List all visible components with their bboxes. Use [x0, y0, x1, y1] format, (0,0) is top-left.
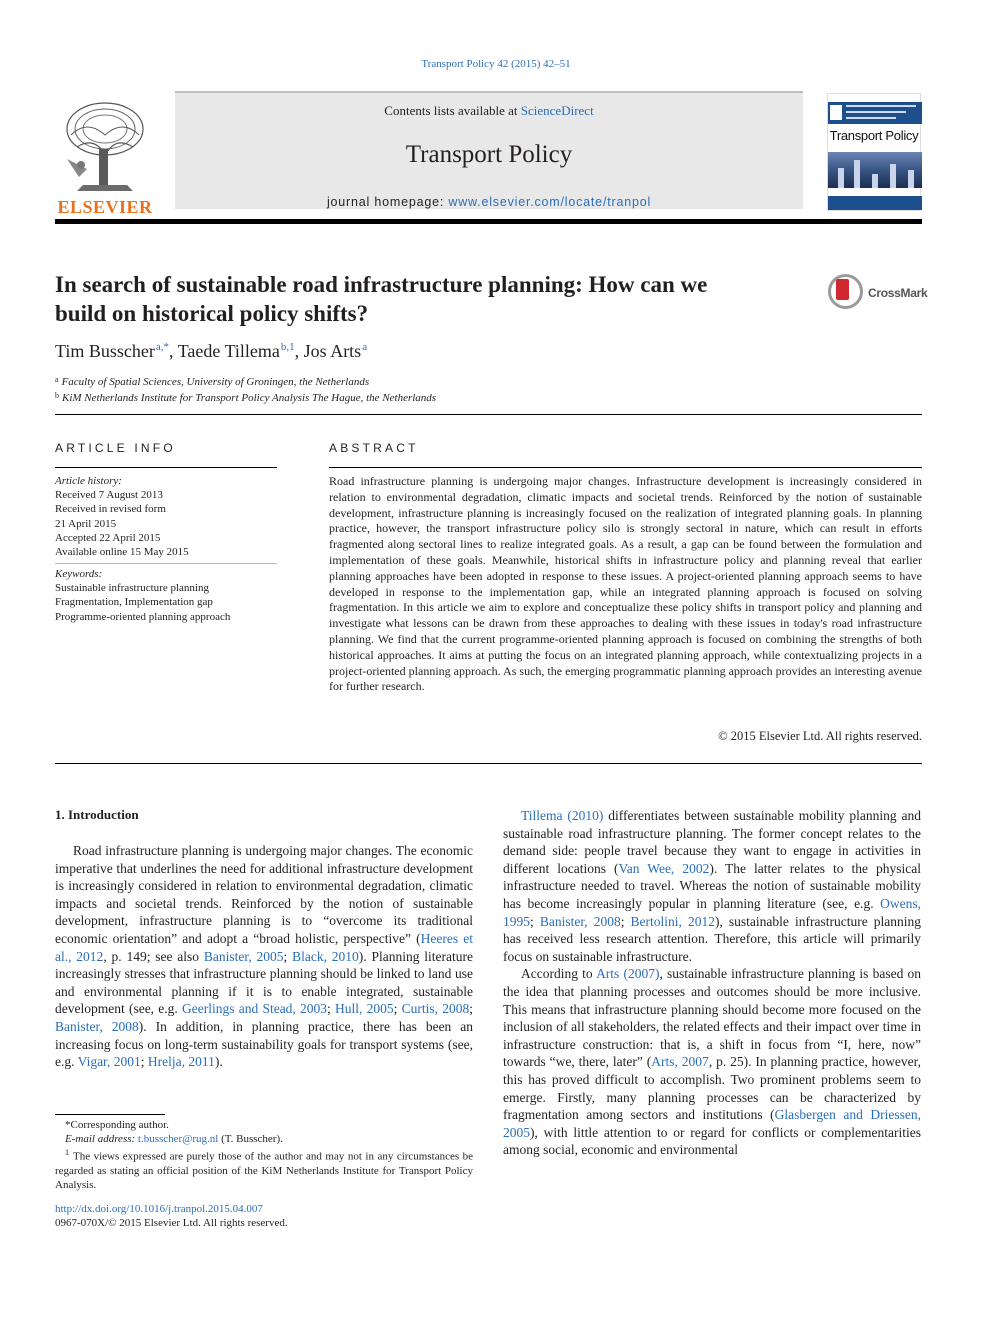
citation-link[interactable]: Hrelja, 2011 — [147, 1054, 215, 1070]
header-rule — [55, 219, 922, 224]
text-run: ). Planning literature increasingly stresses that infrastructure planning should be linked to land use and environmental planning if it is to enable integrated, sustainable development (see, e.g. — [55, 948, 473, 1017]
journal-banner — [175, 91, 803, 209]
article-title — [55, 270, 775, 328]
paragraph — [55, 842, 473, 1071]
footnote-rule — [55, 1114, 165, 1115]
email-link[interactable]: t.busscher@rug.nl — [137, 1133, 219, 1145]
divider — [55, 563, 277, 564]
author-affil-mark[interactable]: a — [362, 341, 368, 353]
keyword: Fragmentation, Implementation gap — [55, 596, 213, 609]
issn-line: 0967-070X/© 2015 Elsevier Ltd. All rights reserved. — [55, 1217, 288, 1229]
copyright-notice: © 2015 Elsevier Ltd. All rights reserved. — [718, 729, 922, 743]
cover-title: Transport Policy — [829, 128, 919, 143]
citation-link[interactable]: Geerlings and Stead, 2003 — [182, 1001, 328, 1017]
affiliations — [55, 373, 436, 405]
divider — [55, 467, 277, 468]
divider — [55, 763, 922, 764]
keywords — [55, 567, 277, 624]
article-info-heading: ARTICLE INFO — [55, 441, 176, 455]
affiliation: $^a$ Faculty of Spatial Sciences, University of Groningen, the Netherlands — [55, 375, 370, 388]
citation-link[interactable]: Van Wee, 2002 — [618, 860, 710, 876]
body-column-left — [55, 842, 473, 1071]
crossmark-badge[interactable] — [828, 274, 928, 310]
history-item: Received in revised form — [55, 503, 166, 516]
paragraph — [503, 807, 921, 965]
author-affil-mark[interactable]: b,1 — [280, 341, 295, 353]
journal-header — [55, 91, 922, 217]
cover-photo — [828, 152, 922, 188]
history-item: Available online 15 May 2015 — [55, 546, 189, 559]
footnote-1: $^1$ The views expressed are purely those of the author and may not in any circumstances be regarded as stating an official position of the KiM Netherlands Institute for Transport Policy Analysis. — [55, 1148, 473, 1191]
text-run: ; — [283, 948, 293, 964]
contents-prefix: Contents lists available at — [384, 103, 521, 118]
text-run: According to — [521, 966, 597, 982]
text-run: ; — [140, 1054, 148, 1070]
citation-link[interactable]: Banister, 2005 — [203, 948, 284, 964]
citation-link[interactable]: Hull, 2005 — [335, 1001, 394, 1017]
title-line-2: build on historical policy shifts? — [55, 301, 369, 326]
citation-link[interactable]: Heeres et al., 2012 — [55, 930, 473, 964]
text-run: ). — [214, 1054, 223, 1070]
keyword: Programme-oriented planning approach — [55, 610, 231, 623]
text-run: ), with little attention to or regard for conflicts or complementarities among social, economic and environmental — [503, 1124, 921, 1158]
text-run: , p. 149; see also — [103, 948, 204, 964]
contents-line — [175, 103, 803, 119]
divider — [55, 414, 922, 415]
text-run: ; — [620, 913, 631, 929]
citation-link[interactable]: Black, 2010 — [292, 948, 359, 964]
history-item: 21 April 2015 — [55, 517, 117, 530]
text-run: ; — [469, 1001, 473, 1017]
citation-link[interactable]: Banister, 2008 — [55, 1018, 139, 1034]
footnote-email: E-mail address: t.busscher@rug.nl (T. Busscher). — [65, 1133, 283, 1145]
text-run: ). The latter relates to the physical infrastructure needed to travel. Whereas the notion of sustainable mobility has become increasingly popular in planning literature (see, e.g. — [503, 860, 921, 911]
publisher-name: ELSEVIER — [57, 197, 153, 217]
history-item: Accepted 22 April 2015 — [55, 531, 161, 544]
journal-homepage — [175, 195, 803, 209]
author-name[interactable]: Jos Arts — [303, 341, 362, 361]
section-heading: 1. Introduction — [55, 807, 139, 822]
keywords-heading: Keywords: — [55, 568, 103, 580]
journal-cover-thumbnail[interactable] — [827, 93, 921, 211]
citation-link[interactable]: Vigar, 2001 — [77, 1054, 141, 1070]
crossmark-label: CrossMark — [868, 286, 928, 300]
citation-link[interactable]: Glasbergen and Driessen, 2005 — [503, 1107, 922, 1140]
doi-link[interactable]: http://dx.doi.org/10.1016/j.tranpol.2015.04.007 — [55, 1203, 263, 1215]
paragraph — [503, 965, 921, 1159]
author-affil-mark[interactable]: a,* — [155, 341, 169, 353]
text-run: ), sustainable infrastructure planning has received less research attention. Therefore, this article will primarily focus on sustainable infrastructure. — [503, 913, 921, 964]
keyword: Sustainable infrastructure planning — [55, 582, 209, 595]
article-history — [55, 474, 277, 559]
citation-link[interactable]: Banister, 2008 — [539, 913, 621, 929]
citation-link[interactable]: Arts, 2007 — [651, 1054, 709, 1070]
divider — [329, 467, 922, 468]
footnote-corresponding: *Corresponding author. — [65, 1119, 169, 1131]
body-column-right — [503, 807, 921, 1159]
history-item: Received 7 August 2013 — [55, 489, 163, 502]
elsevier-logo[interactable] — [55, 99, 155, 215]
sciencedirect-link[interactable]: ScienceDirect — [520, 103, 594, 118]
abstract-text: Road infrastructure planning is undergoing major changes. Infrastructure development is increasingly considered in relation to environmental degradation, climatic impacts and societal trends. Reinforced by the notion of sustainable development, infrastructure planning is increasingly focused on the realization of integrated planning goals. In planning practice, however, the transport infrastructure policy silo is strongly sectoral in nature, which can result in efforts fragmented along sectoral lines to realize integrated goals. As a result, a gap can be found between the formulation and implementation of these goals. Meanwhile, historical shifts in infrastructure policy and planning reveal that earlier planning approaches have been adopted in response to these issues. A project-oriented planning approach seems to have developed in response to the implementation gap, while an integrated planning approach is focused on solving fragmentation. In this article we aim to explore and conceptualize these policy shifts in transport policy and planning and investigate what lessons can be drawn from these approaches to dealing with these issues in today's road infrastructure planning. We find that the current programme-oriented planning approach is focused on combining the strengths of both historical approaches. It aims at putting the focus on an integrated planning approach, while contextualizing projects in a project-oriented planning approach. As such, the emerging programmatic planning approach provides an interesting avenue for further research. — [329, 474, 922, 694]
homepage-prefix: journal homepage: — [326, 195, 449, 209]
journal-name: Transport Policy — [405, 141, 573, 168]
journal-citation[interactable]: Transport Policy 42 (2015) 42–51 — [421, 58, 571, 70]
doi-block — [55, 1202, 288, 1230]
text-run: ). In addition, in planning practice, there has been an increasing focus on long-term sustainability goals for transport systems (see, e.g. — [55, 1018, 473, 1070]
abstract-heading: ABSTRACT — [329, 441, 419, 455]
text-run: Road infrastructure planning is undergoing major changes. The economic imperative that underlines the need for additional infrastructure development is increasingly considered in relation to environmental degradation, climatic impacts and societal trends. Reinforced by the notion of sustainable development, infrastructure planning is to “overcome its traditional economic orientation” and adopt a “broad holistic, perspective” ( — [55, 843, 473, 946]
text-run: , sustainable infrastructure planning is based on the idea that planning processes and outcomes should be more inclusive. This means that infrastructure planning should become more focused on the inclusion of all stakeholders, the related effects and their impact over time in infrastructure construction: that is, a shift in focus from “I, here, now” towards “we, there, later” ( — [503, 966, 921, 1070]
citation-link[interactable]: Arts (2007) — [596, 966, 660, 982]
text-run: , p. 25). In planning practice, however, this has proved difficult to accomplish. Two prominent problems seem to emerge. Firstly, many planning processes can be characterized by fragmentation among sectors and institutions ( — [503, 1054, 921, 1123]
elsevier-tree-icon — [57, 99, 153, 195]
citation-link[interactable]: Curtis, 2008 — [401, 1001, 470, 1017]
history-heading: Article history: — [55, 475, 122, 487]
crossmark-flag-icon — [836, 279, 849, 300]
cover-band-bottom — [828, 196, 922, 210]
author-name[interactable]: Tim Busscher — [55, 341, 155, 361]
text-run: ; — [393, 1001, 402, 1017]
footnotes — [55, 1118, 473, 1192]
cover-band — [828, 102, 922, 124]
text-run: ; — [530, 913, 540, 929]
author-name[interactable]: Taede Tillema — [177, 341, 280, 361]
text-run: ; — [327, 1001, 336, 1017]
citation-link[interactable]: Tillema (2010) — [521, 808, 604, 823]
homepage-link[interactable]: www.elsevier.com/locate/tranpol — [448, 195, 652, 209]
title-line-1: In search of sustainable road infrastructure planning: How can we — [55, 272, 708, 297]
citation-link[interactable]: Owens, 1995 — [503, 895, 921, 929]
affiliation: $^b$ KiM Netherlands Institute for Transport Policy Analysis The Hague, the Netherlands — [55, 391, 437, 404]
text-run: differentiates between sustainable mobility planning and sustainable road infrastructure planning. The former concept relates to the demand side: people travel because they want to engage in activities in different locations ( — [503, 808, 922, 876]
author-list: Tim Busscher$^{a,*}$, Taede Tillema$^{b,1}$, Jos Arts$^a$ — [55, 341, 368, 361]
citation-link[interactable]: Bertolini, 2012 — [630, 913, 715, 929]
